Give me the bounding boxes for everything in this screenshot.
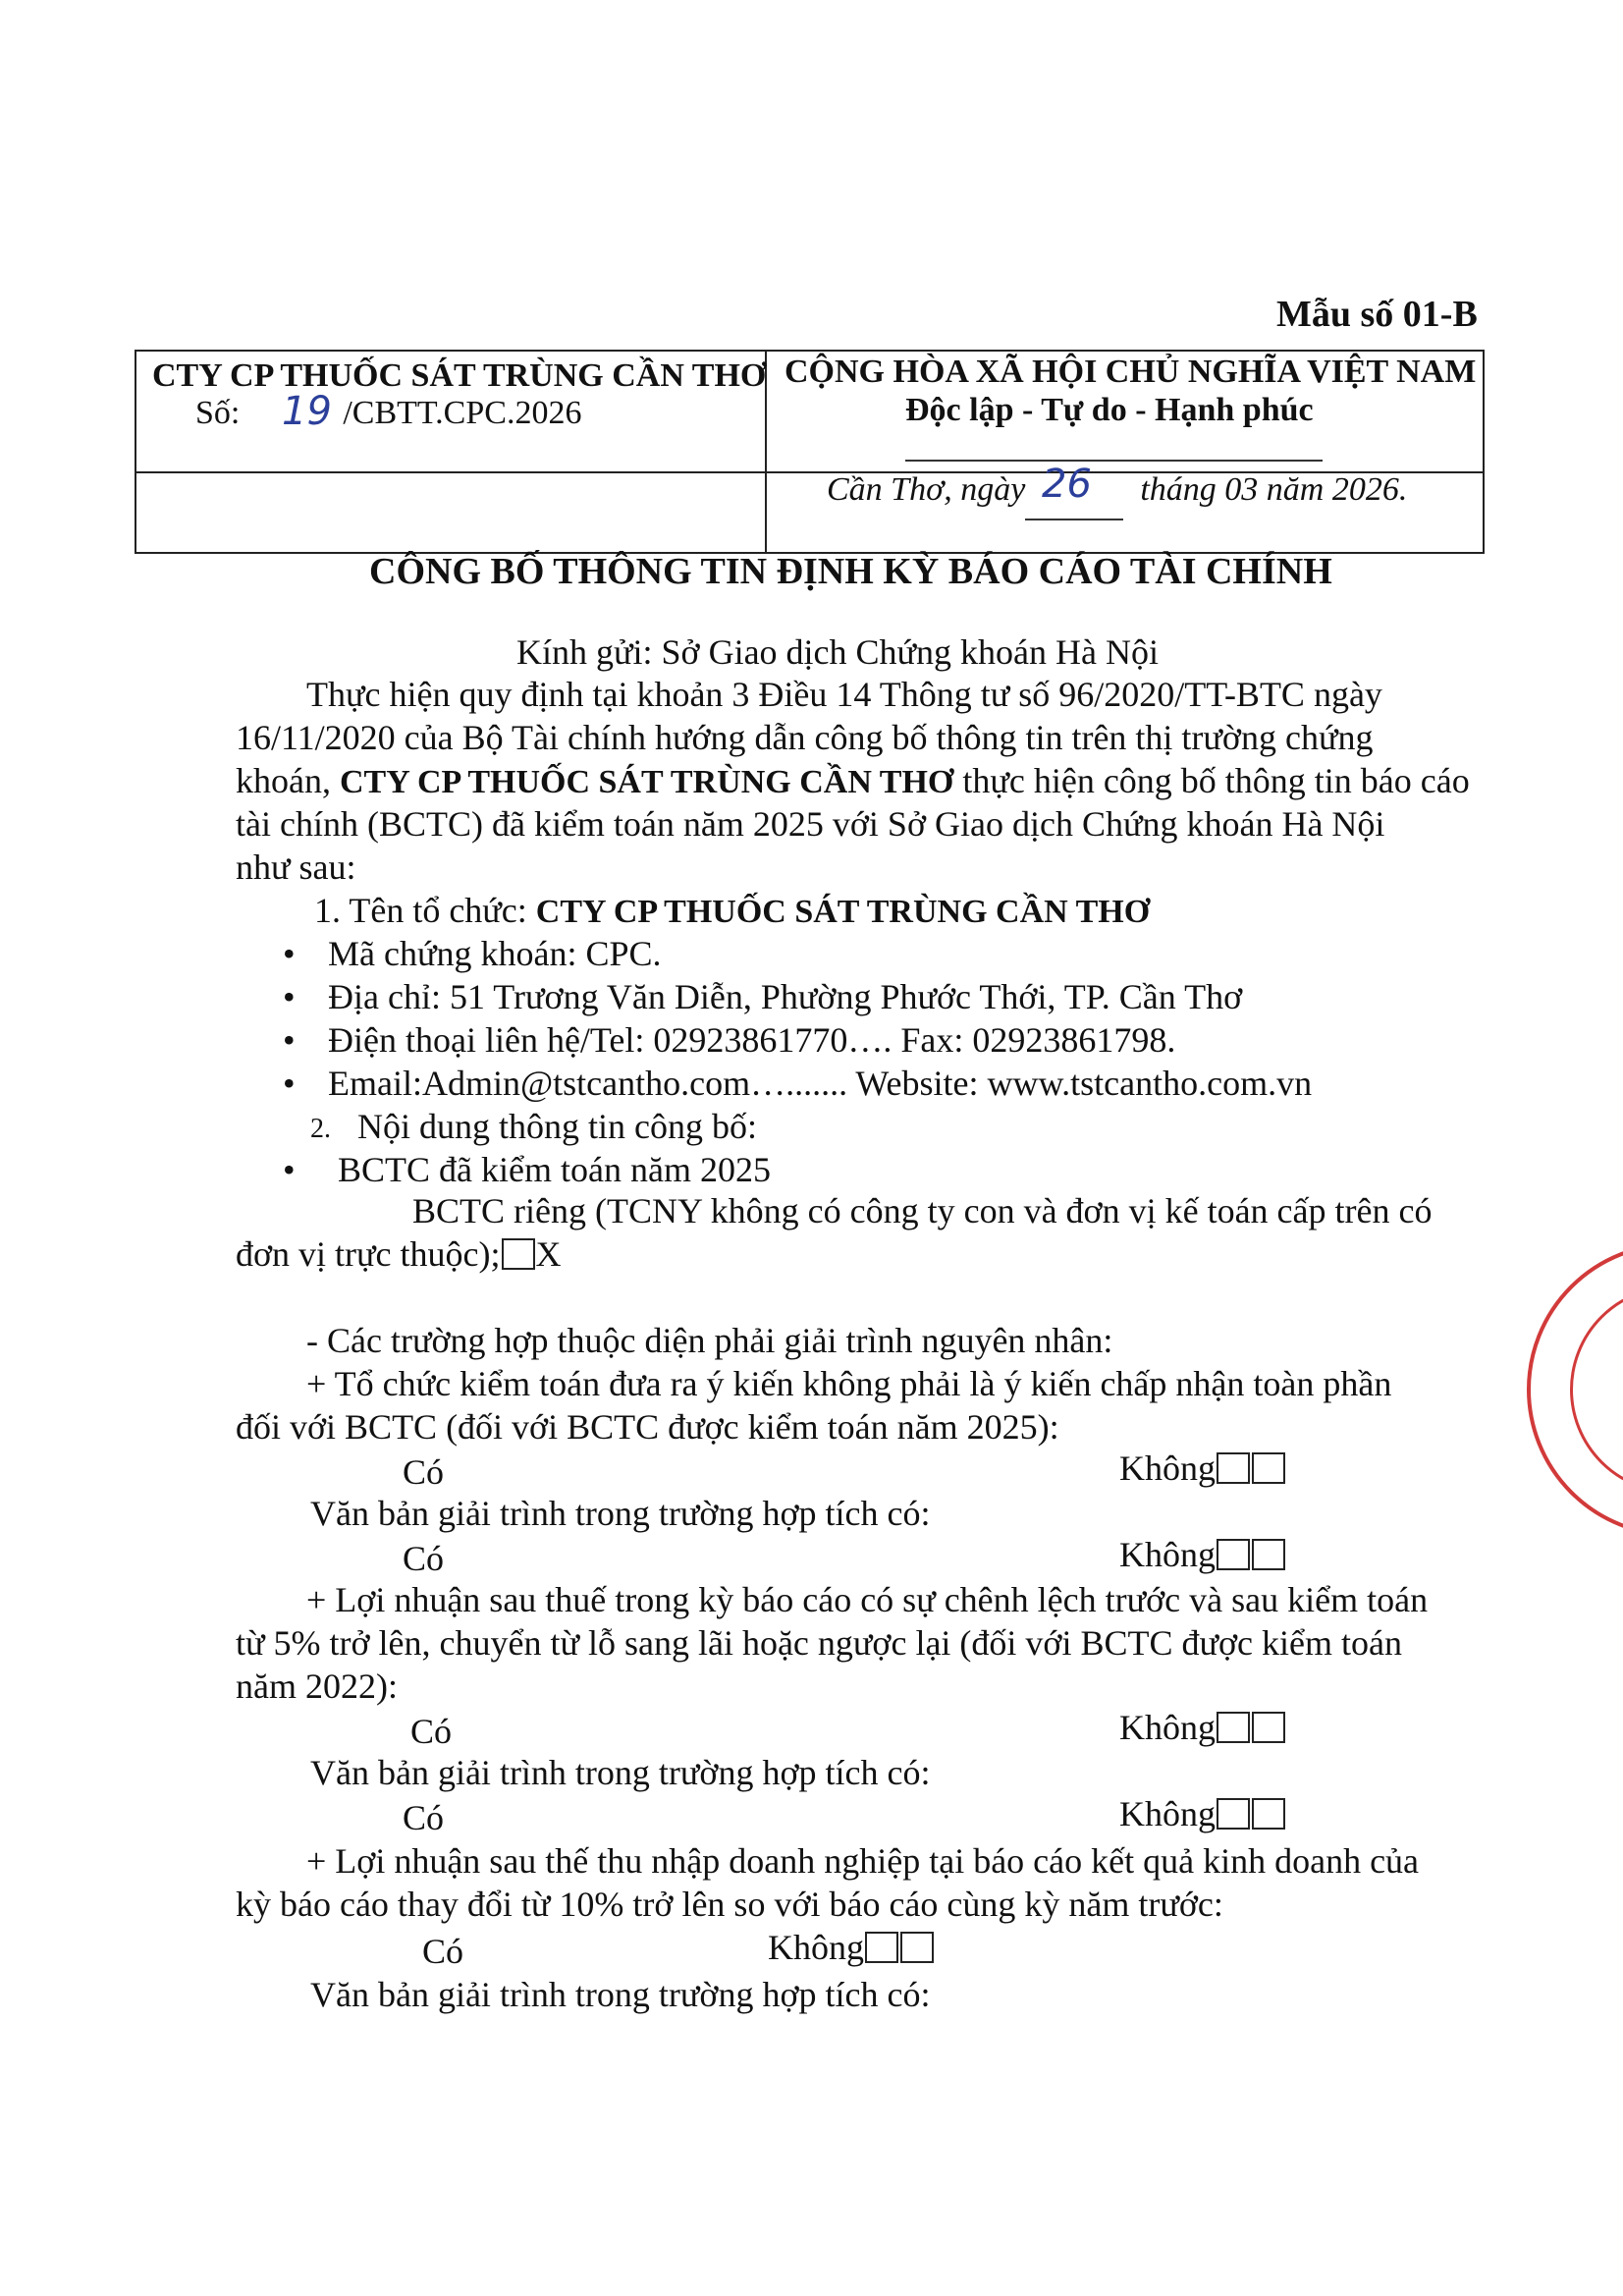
case2-doc-checkbox-b[interactable]: [1252, 1798, 1285, 1830]
section1-label: 1. Tên tổ chức:: [314, 891, 527, 930]
case2-checkbox-b[interactable]: [1252, 1712, 1285, 1743]
bullet-dot: •: [283, 1150, 296, 1189]
motto-underline: [905, 460, 1323, 462]
case3-no: Không: [768, 1927, 935, 1968]
section1-line: [314, 890, 1150, 931]
bullet-dot: •: [283, 934, 296, 973]
separate-report-checkbox[interactable]: [502, 1238, 535, 1270]
case3-checkbox-a[interactable]: [865, 1932, 898, 1963]
company-seal: [1527, 1242, 1623, 1537]
case2-line-2: từ 5% trở lên, chuyển từ lỗ sang lãi hoặc ngược lại (đối với BCTC được kiểm toán: [236, 1623, 1402, 1663]
case2-doc-no: Không: [1119, 1793, 1286, 1834]
case1-line-2: đối với BCTC (đối với BCTC được kiểm toán năm 2025):: [236, 1407, 1059, 1447]
case3-line-1: + Lợi nhuận sau thế thu nhập doanh nghiệp tại báo cáo kết quả kinh doanh của: [306, 1841, 1420, 1881]
company-seal-inner-ring: [1570, 1285, 1623, 1494]
option-line-2: đơn vị trực thuộc); X: [236, 1234, 562, 1274]
case1-checkbox-a[interactable]: [1217, 1452, 1250, 1484]
addressee: Kính gửi: Sở Giao dịch Chứng khoán Hà Nội: [516, 632, 1160, 672]
company-name: CTY CP THUỐC SÁT TRÙNG CẦN THƠ: [152, 357, 767, 394]
case2-doc-yes: Có: [403, 1798, 445, 1837]
document-title: CÔNG BỐ THÔNG TIN ĐỊNH KỲ BÁO CÁO TÀI CHÍNH: [369, 551, 1332, 592]
case2-checkbox-a[interactable]: [1217, 1712, 1250, 1743]
doc-no-prefix: Số:: [195, 395, 241, 431]
option-line-1: BCTC riêng (TCNY không có công ty con và đơn vị kế toán cấp trên có: [412, 1191, 1433, 1230]
case1-line-1: + Tổ chức kiểm toán đưa ra ý kiến không phải là ý kiến chấp nhận toàn phần: [306, 1364, 1392, 1403]
case3-doc-explain: Văn bản giải trình trong trường hợp tích có:: [310, 1975, 931, 2014]
case1-doc-explain: Văn bản giải trình trong trường hợp tích có:: [310, 1494, 931, 1533]
nation-heading: CỘNG HÒA XÃ HỘI CHỦ NGHĨA VIỆT NAM: [784, 354, 1477, 390]
motto: Độc lập - Tự do - Hạnh phúc: [905, 392, 1314, 428]
case3-checkbox-b[interactable]: [900, 1932, 934, 1963]
doc-no-suffix: /CBTT.CPC.2026: [343, 395, 582, 431]
case1-doc-checkbox-b[interactable]: [1252, 1539, 1285, 1570]
place-date-suffix: tháng 03 năm 2026.: [1140, 471, 1408, 508]
document-number: [195, 395, 581, 432]
explanations-intro: - Các trường hợp thuộc diện phải giải trình nguyên nhân:: [306, 1321, 1113, 1360]
case2-yes: Có: [410, 1712, 453, 1751]
case2-no: Không: [1119, 1707, 1286, 1748]
case2-line-3: năm 2022):: [236, 1667, 398, 1706]
audited-report: BCTC đã kiểm toán năm 2025: [338, 1150, 771, 1189]
section2-heading: Nội dung thông tin công bố:: [357, 1107, 757, 1146]
intro-company: CTY CP THUỐC SÁT TRÙNG CẦN THƠ: [339, 764, 954, 800]
case2-line-1: + Lợi nhuận sau thuế trong kỳ báo cáo có sự chênh lệch trước và sau kiểm toán: [306, 1580, 1429, 1619]
stock-code: Mã chứng khoán: CPC.: [328, 934, 662, 973]
case3-line-2: kỳ báo cáo thay đổi từ 10% trở lên so với báo cáo cùng kỳ năm trước:: [236, 1885, 1223, 1924]
place-date: [827, 471, 1407, 509]
day-handwritten: 26: [1042, 462, 1092, 507]
bullet-dot: •: [283, 1020, 296, 1060]
case1-doc-no: Không: [1119, 1534, 1286, 1575]
case1-doc-checkbox-a[interactable]: [1217, 1539, 1250, 1570]
case1-doc-yes: Có: [403, 1539, 445, 1578]
case1-no: Không: [1119, 1448, 1286, 1489]
doc-no-handwritten: 19: [282, 389, 332, 434]
bullet-dot: •: [283, 1064, 296, 1103]
phone-fax: Điện thoại liên hệ/Tel: 02923861770…. Fax: 02923861798.: [328, 1020, 1176, 1060]
section1-org-name: CTY CP THUỐC SÁT TRÙNG CẦN THƠ: [535, 894, 1151, 930]
case1-checkbox-b[interactable]: [1252, 1452, 1285, 1484]
case1-yes: Có: [403, 1452, 445, 1492]
place-date-prefix: Cần Thơ, ngày: [827, 471, 1026, 508]
header-table: [135, 350, 1485, 554]
case3-yes: Có: [422, 1932, 464, 1971]
separate-report-mark: X: [535, 1234, 562, 1274]
case2-doc-checkbox-a[interactable]: [1217, 1798, 1250, 1830]
bullet-dot: •: [283, 977, 296, 1016]
intro-line-4: tài chính (BCTC) đã kiểm toán năm 2025 với Sở Giao dịch Chứng khoán Hà Nội: [236, 804, 1385, 844]
form-number: Mẫu số 01-B: [1276, 294, 1478, 335]
email-website: Email:Admin@tstcantho.com…....... Website: www.tstcantho.com.vn: [328, 1064, 1313, 1103]
section2-number: 2.: [310, 1114, 331, 1144]
day-underline: [1025, 519, 1123, 520]
intro-line-2: 16/11/2020 của Bộ Tài chính hướng dẫn công bố thông tin trên thị trường chứng: [236, 718, 1374, 757]
intro-line-5: như sau:: [236, 847, 356, 887]
intro-line-3: khoán, CTY CP THUỐC SÁT TRÙNG CẦN THƠ thực hiện công bố thông tin báo cáo: [236, 761, 1470, 800]
address: Địa chỉ: 51 Trương Văn Diễn, Phường Phước Thới, TP. Cần Thơ: [328, 977, 1243, 1016]
intro-line-1: Thực hiện quy định tại khoản 3 Điều 14 Thông tư số 96/2020/TT-BTC ngày: [306, 675, 1382, 714]
case2-doc-explain: Văn bản giải trình trong trường hợp tích có:: [310, 1753, 931, 1792]
